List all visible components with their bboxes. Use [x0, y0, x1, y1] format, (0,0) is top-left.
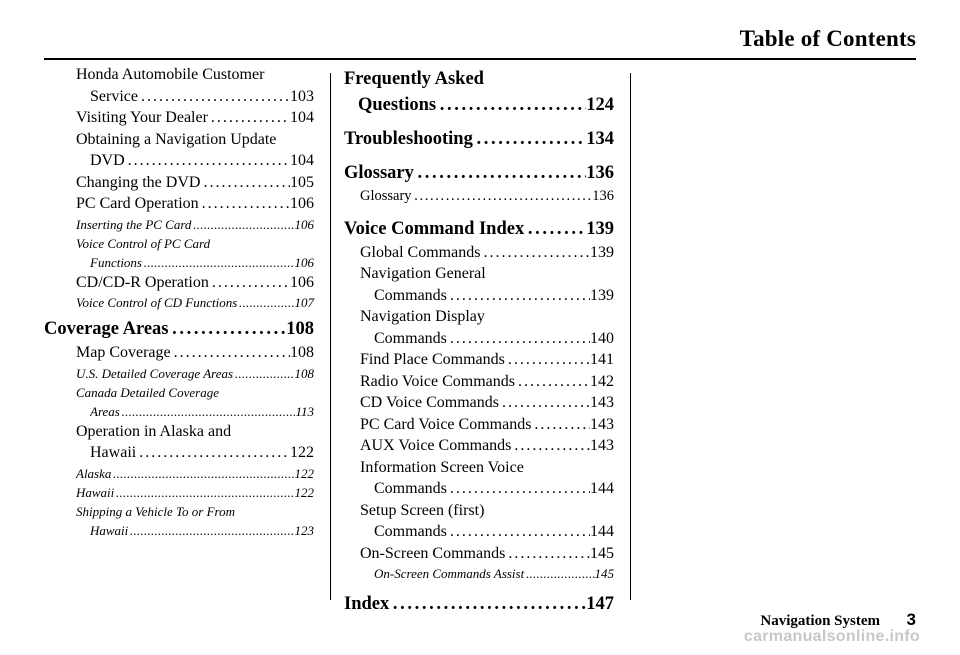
page-number: 108 [290, 344, 314, 361]
toc-entry[interactable]: Global Commands . . . 139 [344, 242, 614, 264]
toc-section-index[interactable]: Index . . . 147 [344, 591, 614, 617]
page-number: 139 [586, 218, 614, 239]
page-number: 113 [295, 403, 314, 419]
page-number: 145 [590, 544, 614, 562]
page-title: Table of Contents [739, 26, 916, 51]
page-number: 147 [586, 594, 614, 614]
page-number: 143 [590, 394, 614, 411]
toc-subentry[interactable]: Voice Control of CD Functions . . . 107 [60, 293, 314, 312]
page-number: 139 [590, 243, 614, 261]
toc-section-faq[interactable]: Frequently Asked Questions . . . 124 [344, 66, 614, 118]
page-number: 136 [592, 188, 614, 204]
watermark: carmanualsonline.info [743, 628, 920, 645]
toc-entry[interactable]: Honda Automobile Customer Service . . . 103 [60, 64, 314, 107]
page-number: 105 [290, 173, 314, 191]
toc-entry[interactable]: AUX Voice Commands . . . 143 [344, 435, 614, 457]
page-number: 143 [590, 437, 614, 454]
toc-entry[interactable]: CD/CD-R Operation . . . 106 [60, 272, 314, 294]
toc-section-coverage-areas[interactable]: Coverage Areas . . . 108 [44, 316, 314, 342]
page-number: 108 [286, 319, 314, 339]
toc-subentry[interactable]: Inserting the PC Card . . . 106 [60, 215, 314, 234]
page-number: 106 [290, 195, 314, 212]
toc-entry[interactable]: Visiting Your Dealer . . . 104 [60, 107, 314, 129]
page-number: 141 [590, 351, 614, 368]
column-divider [330, 73, 331, 600]
toc-entry[interactable]: Find Place Commands . . . 141 [344, 349, 614, 371]
column-divider [630, 73, 631, 600]
toc-entry[interactable]: Operation in Alaska and Hawaii . . . 122 [60, 421, 314, 464]
footer-page-number: 3 [906, 610, 916, 629]
toc-entry[interactable]: Radio Voice Commands . . . 142 [344, 371, 614, 393]
page-number: 124 [586, 95, 614, 115]
toc-section-troubleshooting[interactable]: Troubleshooting . . . 134 [344, 126, 614, 152]
toc-entry[interactable]: Glossary . . . 136 [344, 186, 614, 208]
page-number: 104 [290, 152, 314, 169]
page-number: 122 [290, 444, 314, 461]
page-number: 145 [594, 566, 614, 581]
toc-subentry[interactable]: Shipping a Vehicle To or From Hawaii . . . 123 [60, 502, 314, 540]
page-number: 103 [290, 87, 314, 105]
page-number: 140 [590, 329, 614, 347]
toc-entry[interactable]: Navigation General Commands . . . 139 [344, 263, 614, 306]
toc-entry[interactable]: Map Coverage . . . 108 [60, 342, 314, 364]
toc-subentry[interactable]: Alaska . . . 122 [60, 464, 314, 483]
toc-section-voice-command-index[interactable]: Voice Command Index . . . 139 [344, 216, 614, 242]
page-number: 142 [590, 372, 614, 390]
page-number: 122 [294, 465, 314, 481]
page-number: 122 [294, 484, 314, 500]
page-number: 104 [290, 109, 314, 126]
toc-subentry[interactable]: Hawaii . . . 122 [60, 483, 314, 502]
toc-section-glossary[interactable]: Glossary . . . 136 [344, 160, 614, 186]
toc-entry[interactable]: PC Card Operation . . . 106 [60, 193, 314, 215]
title-divider [44, 58, 916, 60]
toc-entry[interactable]: On-Screen Commands . . . 145 [344, 543, 614, 565]
toc-entry[interactable]: Obtaining a Navigation Update DVD . . . 104 [60, 129, 314, 172]
page-number: 106 [294, 254, 314, 270]
toc-entry[interactable]: Navigation Display Commands . . . 140 [344, 306, 614, 349]
toc-subentry[interactable]: Canada Detailed Coverage Areas . . . 113 [60, 383, 314, 421]
toc-left-column [44, 64, 314, 540]
page-number: 123 [294, 522, 314, 538]
toc-subentry[interactable]: U.S. Detailed Coverage Areas . . . 108 [60, 364, 314, 383]
toc-entry[interactable]: Changing the DVD . . . 105 [60, 172, 314, 194]
page-number: 106 [294, 216, 314, 232]
page-number: 139 [590, 286, 614, 304]
page-number: 134 [586, 129, 614, 149]
toc-entry[interactable]: CD Voice Commands . . . 143 [344, 392, 614, 414]
toc-entry[interactable]: Setup Screen (first) Commands . . . 144 [344, 500, 614, 543]
toc-entry[interactable]: Information Screen Voice Commands . . . 144 [344, 457, 614, 500]
toc-subentry[interactable]: Voice Control of PC Card Functions . . . 106 [60, 234, 314, 272]
toc-entry[interactable]: PC Card Voice Commands . . . 143 [344, 414, 614, 436]
page-number: 136 [586, 163, 614, 183]
page-number: 144 [590, 480, 614, 497]
page-number: 107 [294, 295, 314, 310]
page-number: 108 [294, 365, 314, 381]
toc-subentry[interactable]: On-Screen Commands Assist . . . 145 [344, 564, 614, 583]
page-number: 144 [590, 523, 614, 540]
page-number: 143 [590, 415, 614, 433]
page-number: 106 [290, 273, 314, 291]
toc-middle-column [344, 66, 614, 617]
footer-label: Navigation System [760, 613, 880, 629]
